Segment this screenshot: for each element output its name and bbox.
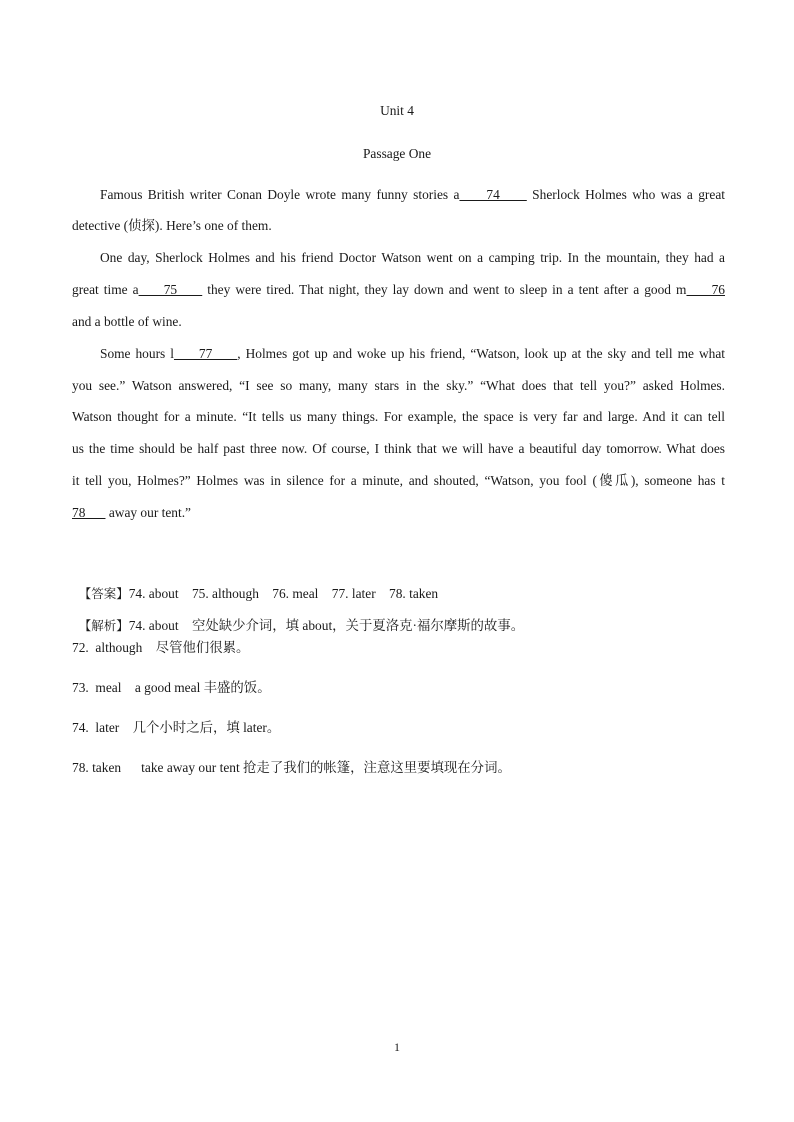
- answers-label: 【答案】: [78, 586, 129, 601]
- answers-list: 74. about 75. although 76. meal 77. later 78. taken: [128, 586, 439, 601]
- analysis-item: 73. meal a good meal 丰盛的饭。: [72, 680, 271, 695]
- answer-blank-74: 74: [459, 187, 527, 202]
- passage-line: us the time should be half past three now. Of course, I think that we will have a beautiful day tomorrow. What does: [72, 441, 725, 456]
- passage-text: , Holmes got up and woke up his friend, “Watson, look up at the sky and tell me what: [237, 346, 725, 361]
- passage-line: [100, 186, 725, 204]
- analysis-item: 72. although 尽管他们很累。: [72, 640, 250, 655]
- passage-title: Passage One: [362, 146, 432, 161]
- passage-line: [100, 345, 725, 363]
- passage-line: and a bottle of wine.: [72, 314, 182, 329]
- answer-blank-77: 77: [173, 346, 238, 361]
- passage-line: you see.” Watson answered, “I see so many, many stars in the sky.” “What does that tell you?” asked Holmes.: [72, 378, 725, 393]
- unit-title: Unit 4: [380, 103, 414, 118]
- answer-blank-78: 78: [72, 505, 106, 520]
- answers-line: [72, 567, 725, 603]
- passage-text: Sherlock Holmes who was a great: [526, 187, 725, 202]
- analysis-item: 78. taken take away our tent 抢走了我们的帐篷，注意这里要填现在分词。: [72, 760, 511, 775]
- analysis-label: 【解析】: [78, 618, 129, 633]
- answer-blank-76: 76: [686, 282, 725, 297]
- passage-line: Watson thought for a minute. “It tells us many things. For example, the space is very far and large. And it can tell: [72, 409, 725, 424]
- passage-line: One day, Sherlock Holmes and his friend Doctor Watson went on a camping trip. In the mountain, they had a: [100, 250, 725, 265]
- passage-text: Some hours l: [100, 346, 174, 361]
- passage-text: Famous British writer Conan Doyle wrote many funny stories a: [100, 187, 460, 202]
- answer-blank-75: 75: [138, 282, 203, 297]
- passage-text: they were tired. That night, they lay down and went to sleep in a tent after a good m: [202, 282, 687, 297]
- page-number: 1: [394, 1040, 400, 1054]
- passage-text: away our tent.”: [105, 505, 192, 520]
- passage-line: [72, 281, 725, 299]
- analysis-line: [72, 599, 725, 635]
- passage-line: [72, 504, 725, 522]
- analysis-first: 74. about 空处缺少介词，填 about，关于夏洛克·福尔摩斯的故事。: [128, 618, 525, 633]
- passage-line: detective (侦探). Here’s one of them.: [72, 218, 272, 233]
- analysis-item: 74. later 几个小时之后，填 later。: [72, 720, 281, 735]
- passage-text: great time a: [72, 282, 139, 297]
- passage-line: it tell you, Holmes?” Holmes was in silence for a minute, and shouted, “Watson, you fool (傻瓜), someone has t: [72, 473, 725, 488]
